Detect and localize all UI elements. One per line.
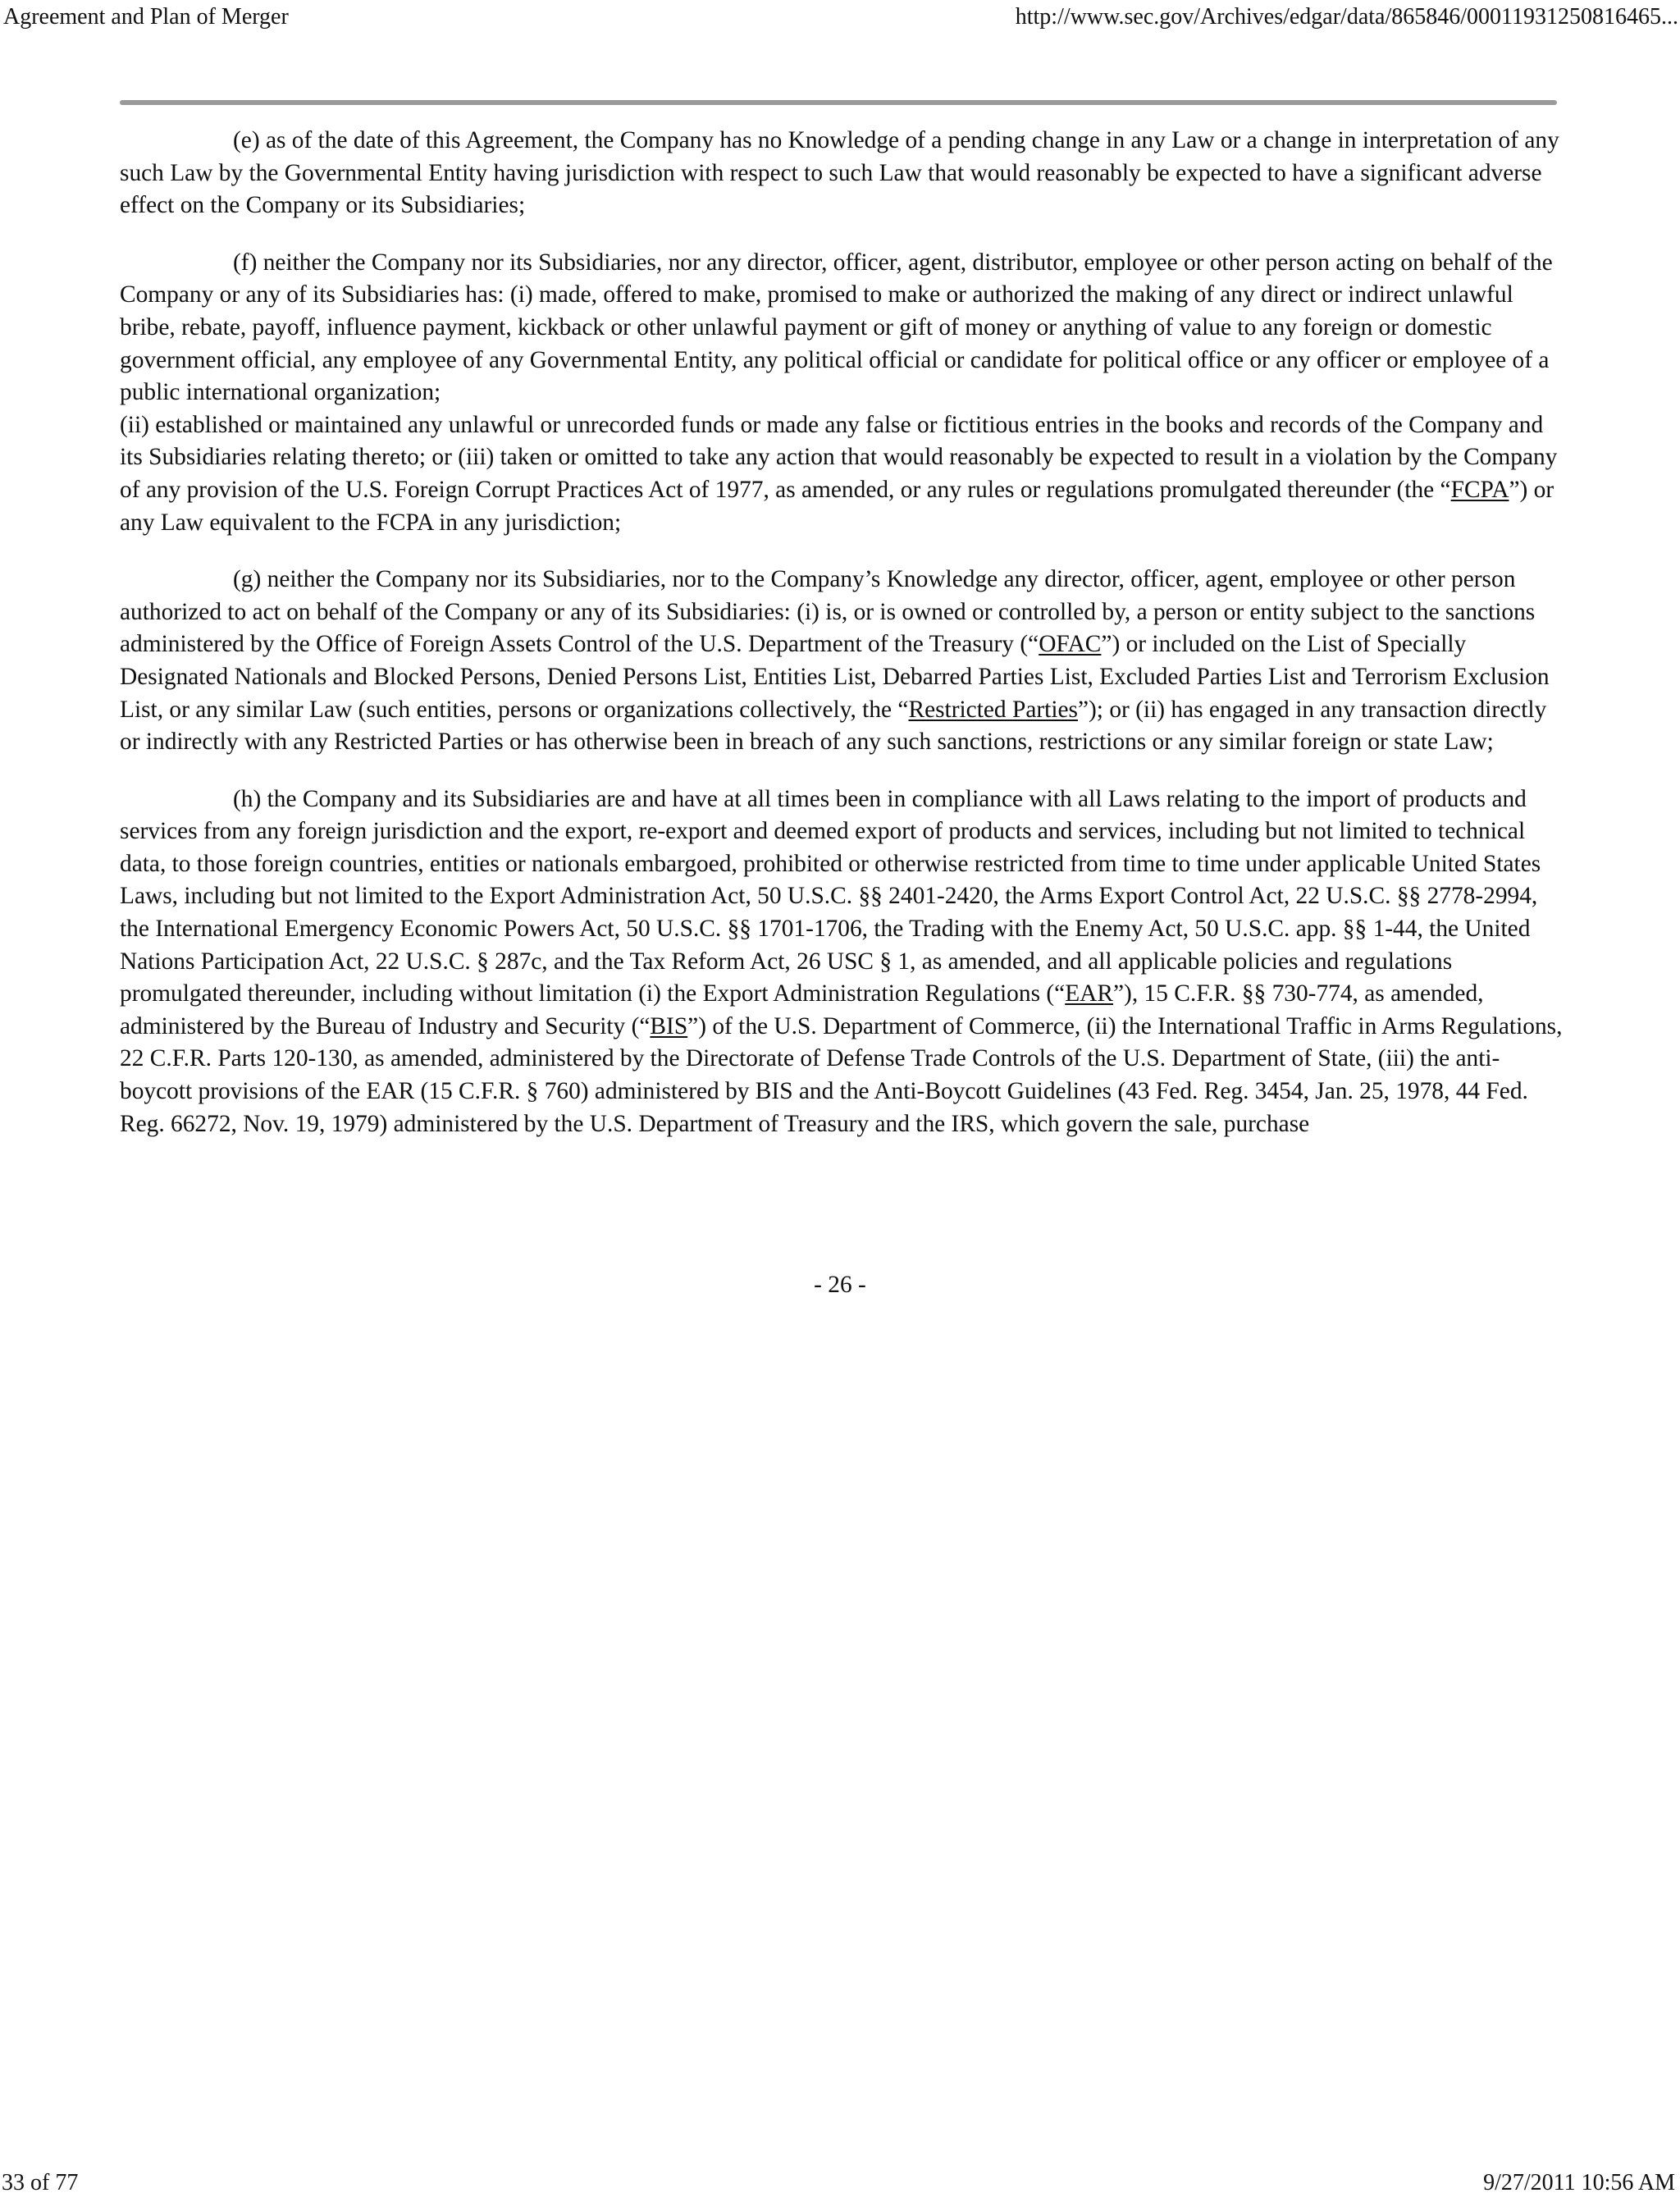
page-count: 33 of 77 (2, 2170, 79, 2195)
horizontal-rule (120, 100, 1557, 105)
defined-term-bis: BIS (650, 1012, 688, 1039)
paragraph-f-text-3: ”) or any Law equivalent to the FCPA in any jurisdiction; (120, 476, 1554, 536)
paragraph-g (120, 564, 1564, 759)
paragraph-h-text-1: (h) the Company and its Subsidiaries are and have at all times been in compliance with all Laws relating to the import of products and services from any foreign jurisdiction and the export, re-export and deemed export of products and services, including but not limited to technical data, to those foreign countries, entities or nationals embargoed, prohibited or otherwise restricted from time to time under applicable United States Laws, including but not limited to the Export Administration Act, 50 U.S.C. §§ 2401-2420, the Arms Export Control Act, 22 U.S.C. §§ 2778-2994, the International Emergency Economic Powers Act, 50 U.S.C. §§ 1701-1706, the Trading with the Enemy Act, 50 U.S.C. app. §§ 1-44, the United Nations Participation Act, 22 U.S.C. § 287c, and the Tax Reform Act, 26 USC § 1, as amended, and all applicable policies and regulations promulgated thereunder, including without limitation (i) the Export Administration Regulations (“ (120, 785, 1541, 1007)
document-body (120, 125, 1564, 1165)
paragraph-g-text-1: (g) neither the Company nor its Subsidiaries, nor to the Company’s Knowledge any director, officer, agent, employee or other person authorized to act on behalf of the Company or any of its Subsidiaries: (i) is, or is owned or controlled by, a person or entity subject to the sanctions administered by the Office of Foreign Assets Control of the U.S. Department of the Treasury (“ (120, 566, 1536, 658)
paragraph-h (120, 783, 1564, 1141)
paragraph-e (120, 125, 1564, 222)
print-footer (0, 2166, 1680, 2202)
document-url[interactable]: http://www.sec.gov/Archives/edgar/data/865846/00011931250816465... (1015, 4, 1678, 30)
paragraph-h-text-2: ”), 15 C.F.R. §§ 730-774, as amended, administered by the Bureau of Industry and Security (“ (120, 980, 1484, 1039)
paragraph-e-text: (e) as of the date of this Agreement, the Company has no Knowledge of a pending change in any Law or a change in interpretation of any such Law by the Governmental Entity having jurisdiction with respect to such Law that would reasonably be expected to have a significant adverse effect on the Company or its Subsidiaries; (120, 127, 1559, 219)
defined-term-ofac: OFAC (1039, 631, 1102, 658)
print-datetime: 9/27/2011 10:56 AM (1483, 2170, 1675, 2195)
print-header (0, 0, 1680, 36)
paragraph-g-text-3: ”); or (ii) has engaged in any transaction directly or indirectly with any Restricted Parties or has otherwise been in breach of any such sanctions, restrictions or any similar foreign or state Law; (120, 696, 1547, 756)
document-title: Agreement and Plan of Merger (3, 4, 289, 30)
paragraph-h-text-3: ”) of the U.S. Department of Commerce, (ii) the International Traffic in Arms Regulations, 22 C.F.R. Parts 120-130, as amended, administered by the Directorate of Defense Trade Controls of the U.S. Department of State, (iii) the anti-boycott provisions of the EAR (15 C.F.R. § 760) administered by BIS and the Anti-Boycott Guidelines (43 Fed. Reg. 3454, Jan. 25, 1978, 44 Fed. Reg. 66272, Nov. 19, 1979) administered by the U.S. Department of Treasury and the IRS, which govern the sale, purchase (120, 1012, 1563, 1137)
paragraph-f-text-1: (f) neither the Company nor its Subsidiaries, nor any director, officer, agent, distributor, employee or other person acting on behalf of the Company or any of its Subsidiaries has: (i) made, offered to make, promised to make or authorized the making of any direct or indirect unlawful bribe, rebate, payoff, influence payment, kickback or other unlawful payment or gift of money or anything of value to any foreign or domestic government official, any employee of any Governmental Entity, any political official or candidate for political office or any officer or employee of a public international organization; (120, 249, 1553, 406)
paragraph-g-text-2: ”) or included on the List of Specially Designated Nationals and Blocked Persons, Denied Persons List, Entities List, Debarred Parties List, Excluded Parties List and Terrorism Exclusion List, or any similar Law (such entities, persons or organizations collectively, the “ (120, 631, 1550, 723)
defined-term-fcpa: FCPA (1450, 476, 1509, 503)
defined-term-ear: EAR (1065, 980, 1113, 1007)
paragraph-f (120, 247, 1564, 539)
paragraph-f-text-2: (ii) established or maintained any unlawful or unrecorded funds or made any false or fictitious entries in the books and records of the Company and its Subsidiaries relating thereto; or (iii) taken or omitted to take any action that would reasonably be expected to result in a violation by the Company of any provision of the U.S. Foreign Corrupt Practices Act of 1977, as amended, or any rules or regulations promulgated thereunder (the “ (120, 411, 1558, 503)
defined-term-restricted-parties: Restricted Parties (908, 696, 1078, 723)
page-number: - 26 - (814, 1272, 866, 1298)
